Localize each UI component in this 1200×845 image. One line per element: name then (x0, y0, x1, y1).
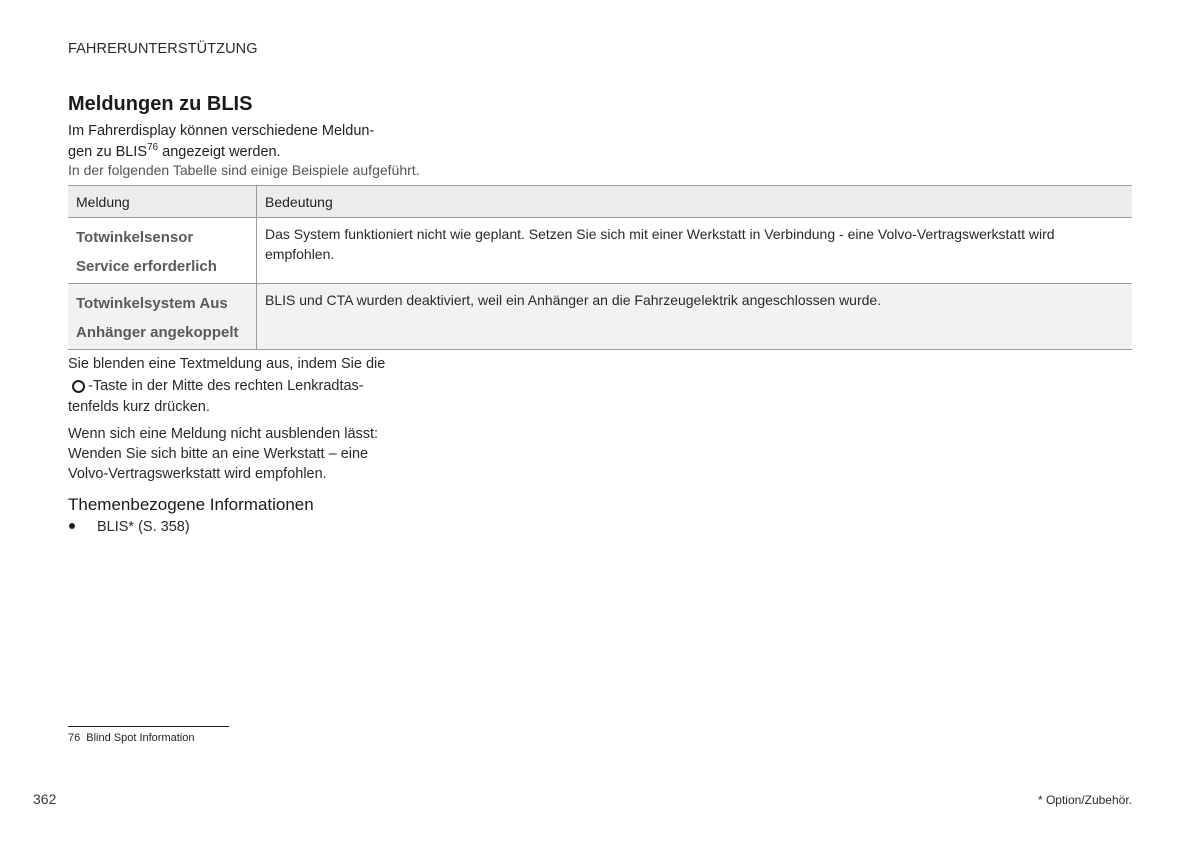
meaning-cell: BLIS und CTA wurden deaktiviert, weil ein Anhänger an die Fahrzeugelektrik angeschlossen wurde. (257, 284, 1133, 350)
message-cell (68, 218, 257, 284)
intro-line-2-end: angezeigt werden. (158, 144, 281, 160)
intro-paragraph (68, 121, 428, 163)
dismiss-text-end: -Taste in der Mitte des rechten Lenkradtas-tenfelds kurz drücken. (68, 377, 364, 415)
footnote (68, 732, 194, 744)
bullet-icon (69, 523, 75, 529)
list-item[interactable] (68, 517, 190, 537)
option-note: * Option/Zubehör. (1037, 793, 1132, 807)
table-intro: In der folgenden Tabelle sind einige Beispiele aufgeführt. (68, 162, 420, 178)
related-info-list (68, 517, 190, 537)
related-info-heading: Themenbezogene Informationen (68, 495, 314, 514)
message-line: Service erforderlich (76, 258, 217, 275)
meaning-cell: Das System funktioniert nicht wie geplant. Setzen Sie sich mit einer Werkstatt in Verbindung - eine Volvo-Vertragswerkstatt wird empfohlen. (257, 218, 1133, 284)
messages-table (68, 185, 1132, 350)
footnote-reference[interactable]: 76 (147, 142, 159, 153)
message-cell (68, 284, 257, 350)
message-line: Anhänger angekoppelt (76, 324, 239, 341)
column-header-meaning: Bedeutung (257, 186, 1133, 218)
workshop-paragraph: Wenn sich eine Meldung nicht ausblenden lässt: Wenden Sie sich bitte an eine Werkstatt – eine Volvo-Vertragswerkstatt wird empfohlen. (68, 426, 379, 482)
table-row (68, 218, 1132, 284)
table-header-row (68, 186, 1132, 218)
circle-button-icon (72, 380, 85, 393)
page-number: 362 (33, 791, 57, 807)
section-header: FAHRERUNTERSTÜTZUNG (68, 41, 258, 57)
column-header-message: Meldung (68, 186, 257, 218)
dismiss-paragraph (68, 354, 408, 419)
message-line: Totwinkelsystem Aus (76, 295, 228, 312)
message-line: Totwinkelsensor (76, 229, 194, 246)
footnote-number: 76 (68, 732, 81, 744)
footnote-text: Blind Spot Information (86, 732, 195, 744)
page-title: Meldungen zu BLIS (68, 93, 253, 115)
related-link[interactable]: BLIS* (S. 358) (97, 519, 190, 535)
table-row (68, 284, 1132, 350)
intro-line-2: gen zu BLIS (68, 144, 147, 160)
footnote-divider (68, 726, 229, 727)
intro-line-1: Im Fahrerdisplay können verschiedene Meldun- (68, 123, 375, 139)
dismiss-text-start: Sie blenden eine Textmeldung aus, indem Sie die (68, 356, 386, 372)
